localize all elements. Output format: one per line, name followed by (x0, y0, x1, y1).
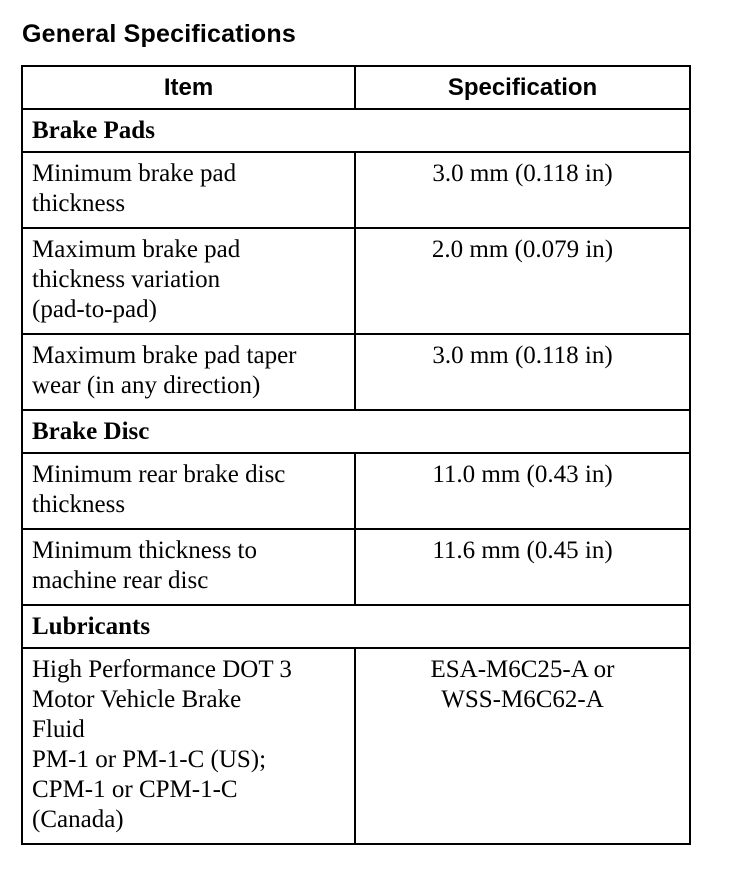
section-header-row (22, 109, 690, 152)
column-header-item: Item (22, 66, 355, 109)
item-cell: Minimum brake pad thickness (22, 152, 355, 228)
table-row (22, 228, 690, 334)
spec-cell: 3.0 mm (0.118 in) (355, 334, 690, 410)
section-header-lubricants: Lubricants (22, 605, 690, 648)
table-row (22, 529, 690, 605)
section-header-row (22, 605, 690, 648)
spec-cell: 11.0 mm (0.43 in) (355, 453, 690, 529)
column-header-specification: Specification (355, 66, 690, 109)
spec-cell: 11.6 mm (0.45 in) (355, 529, 690, 605)
table-row (22, 152, 690, 228)
item-cell: Maximum brake pad taper wear (in any direction) (22, 334, 355, 410)
item-cell: High Performance DOT 3 Motor Vehicle Brake Fluid PM-1 or PM-1-C (US); CPM-1 or CPM-1-C (Canada) (22, 648, 355, 844)
section-header-brake-pads: Brake Pads (22, 109, 690, 152)
spec-cell: 2.0 mm (0.079 in) (355, 228, 690, 334)
page-title: General Specifications (22, 20, 296, 48)
spec-cell: 3.0 mm (0.118 in) (355, 152, 690, 228)
table-row (22, 648, 690, 844)
section-header-row (22, 410, 690, 453)
table-row (22, 453, 690, 529)
item-cell: Minimum rear brake disc thickness (22, 453, 355, 529)
specifications-table (21, 65, 691, 845)
item-cell: Maximum brake pad thickness variation (pad-to-pad) (22, 228, 355, 334)
item-cell: Minimum thickness to machine rear disc (22, 529, 355, 605)
spec-cell: ESA-M6C25-A or WSS-M6C62-A (355, 648, 690, 844)
table-header-row (22, 66, 690, 109)
section-header-brake-disc: Brake Disc (22, 410, 690, 453)
table-row (22, 334, 690, 410)
